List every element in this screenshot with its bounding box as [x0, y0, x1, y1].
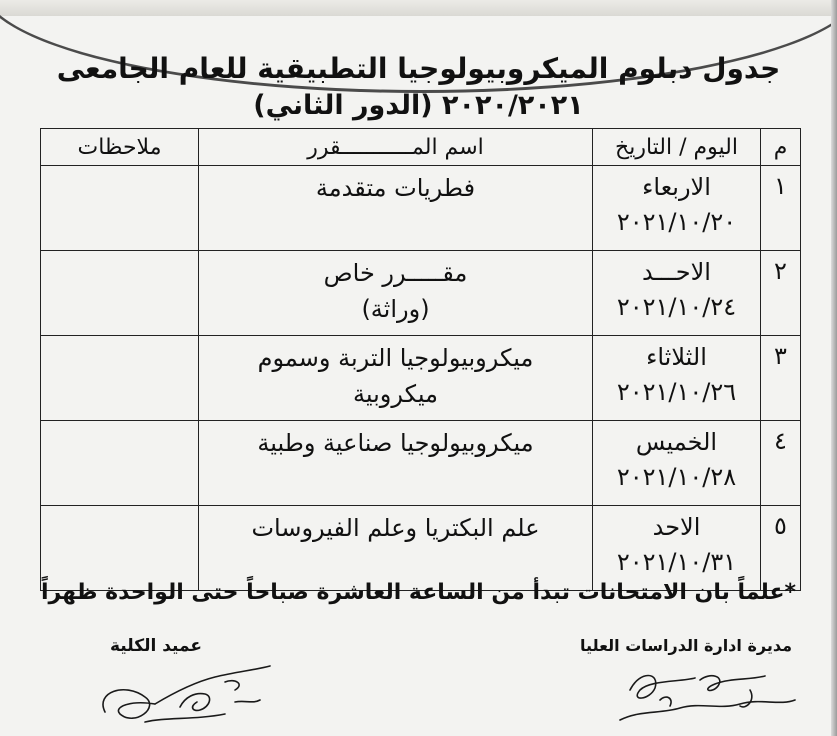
row-date: ٢٠٢١/١٠/٢٦ — [616, 378, 737, 406]
row-notes — [41, 336, 199, 421]
row-course — [199, 421, 593, 506]
header-notes: ملاحظات — [41, 129, 199, 166]
table-row — [41, 166, 801, 251]
row-course — [199, 336, 593, 421]
document-title: جدول دبلوم الميكروبيولوجيا التطبيقية للعام الجامعى — [56, 52, 781, 85]
row-course-line1: فطريات متقدمة — [315, 174, 476, 202]
row-day: الثلاثاء — [646, 343, 707, 371]
row-notes — [41, 421, 199, 506]
row-course-line1: مقـــــرر خاص — [323, 259, 468, 287]
header-num: م — [761, 129, 801, 166]
table-row — [41, 251, 801, 336]
exam-time-note: *علماً بان الامتحانات تبدأ من الساعة العاشرة صباحاً حتى الواحدة ظهراً — [40, 580, 797, 605]
table-row — [41, 336, 801, 421]
row-day: الاربعاء — [642, 173, 711, 201]
row-day-date — [593, 251, 761, 336]
header-course: اسم المـــــــــــقرر — [199, 129, 593, 166]
table-header-row — [41, 129, 801, 166]
row-num: ٤ — [761, 421, 801, 506]
row-day-date — [593, 166, 761, 251]
exam-schedule-table — [40, 128, 801, 591]
table-row — [41, 421, 801, 506]
row-course-line1: ميكروبيولوجيا صناعية وطبية — [257, 429, 534, 457]
row-course — [199, 251, 593, 336]
row-date: ٢٠٢١/١٠/٢٤ — [616, 293, 737, 321]
row-day: الخميس — [635, 428, 718, 456]
director-title: مديرة ادارة الدراسات العليا — [580, 636, 792, 655]
row-course-line1: علم البكتريا وعلم الفيروسات — [251, 514, 540, 542]
row-num: ٢ — [761, 251, 801, 336]
document-subtitle: ٢٠٢٠/٢٠٢١ (الدور الثاني) — [253, 90, 584, 121]
row-notes — [41, 251, 199, 336]
row-date: ٢٠٢١/١٠/٢٠ — [616, 208, 737, 236]
row-notes — [41, 166, 199, 251]
row-num: ٥ — [761, 506, 801, 591]
row-day: الاحـــد — [642, 258, 711, 286]
row-day: الاحد — [652, 513, 701, 541]
row-course-line2: ميكروبية — [353, 380, 438, 408]
director-signature-icon — [600, 660, 800, 736]
row-date: ٢٠٢١/١٠/٢٨ — [616, 463, 737, 491]
row-num: ٣ — [761, 336, 801, 421]
row-day-date — [593, 336, 761, 421]
header-day-date: اليوم / التاريخ — [593, 129, 761, 166]
row-date: ٢٠٢١/١٠/٣١ — [616, 548, 737, 576]
dean-signature-icon — [85, 652, 285, 736]
row-day-date — [593, 421, 761, 506]
row-num: ١ — [761, 166, 801, 251]
row-course-line2: (وراثة) — [361, 295, 430, 323]
row-course-line1: ميكروبيولوجيا التربة وسموم — [257, 344, 534, 372]
dean-title: عميد الكلية — [110, 636, 202, 656]
row-course — [199, 166, 593, 251]
